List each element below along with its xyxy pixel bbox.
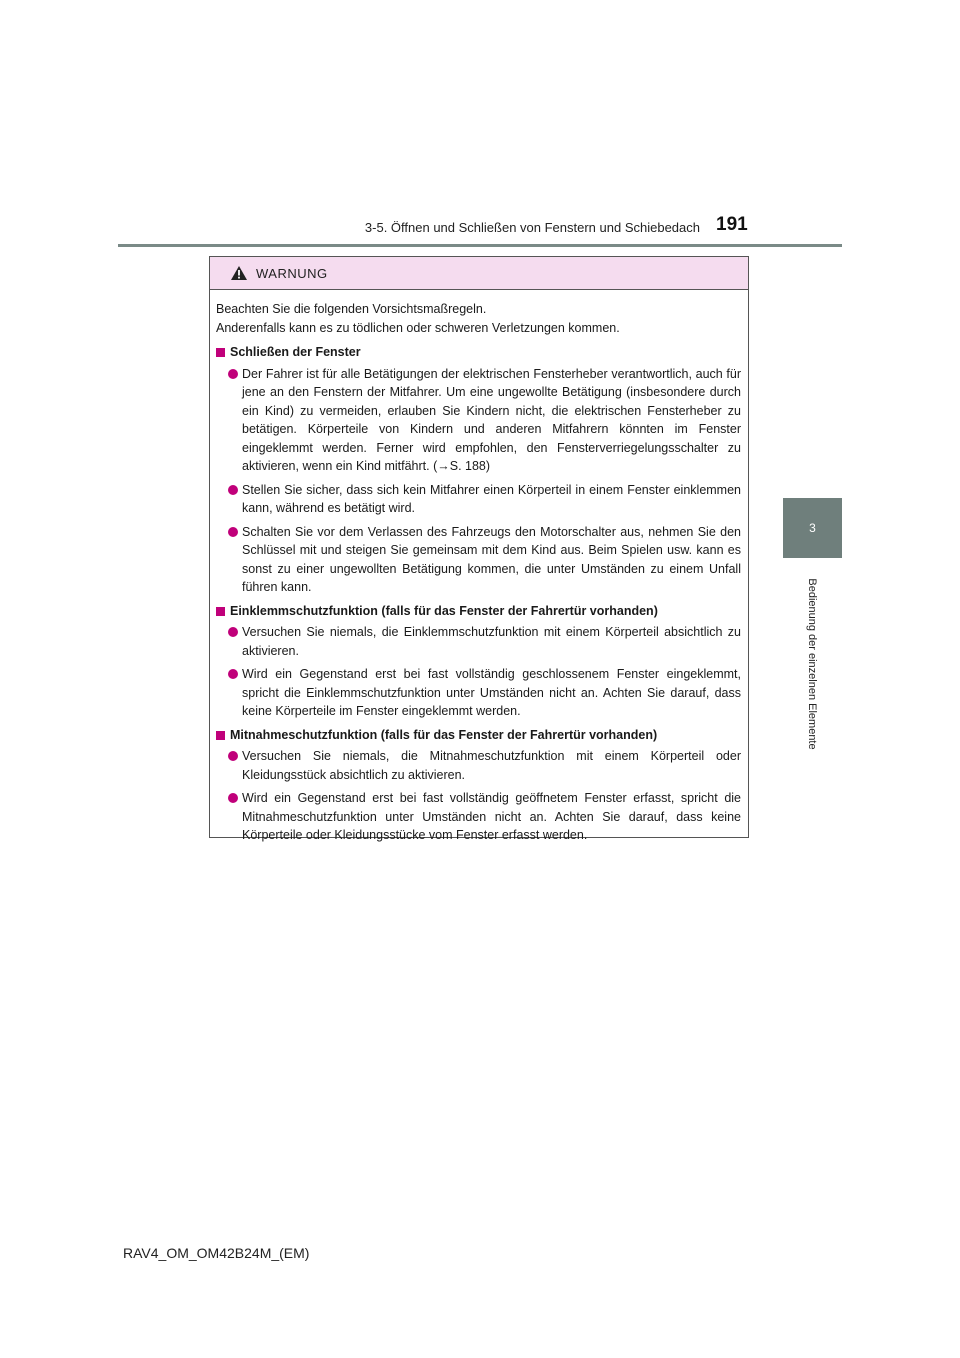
list-item-text: Wird ein Gegenstand erst bei fast vollständig geschlossenem Fenster eingeklemmt, spricht die Einklemmschutzfunktion unter Umständen nicht an. Achten Sie darauf, dass keine Körperteile im Fenster eingeklemmt werden. [242, 667, 741, 718]
section-heading-text: Mitnahmeschutzfunktion (falls für das Fenster der Fahrertür vorhanden) [230, 727, 658, 742]
document-code: RAV4_OM_OM42B24M_(EM) [123, 1245, 310, 1261]
section-heading [216, 602, 741, 621]
warning-triangle-icon [230, 265, 248, 281]
section-heading [216, 343, 741, 362]
list-item-text: Stellen Sie sicher, dass sich kein Mitfahrer einen Körperteil in einem Fenster einklemmen kann, während es betätigt wird. [242, 482, 741, 515]
circle-bullet-icon [228, 527, 238, 537]
square-bullet-icon [216, 607, 225, 616]
list-item [216, 789, 741, 845]
list-item [216, 623, 741, 660]
warning-box [209, 256, 749, 842]
list-item [216, 481, 741, 518]
circle-bullet-icon [228, 369, 238, 379]
chapter-number: 3 [809, 521, 816, 535]
list-item [216, 665, 741, 721]
section-heading-text: Schließen der Fenster [230, 345, 361, 359]
circle-bullet-icon [228, 793, 238, 803]
section-title: 3-5. Öffnen und Schließen von Fenstern und Schiebedach [364, 220, 700, 235]
list-item-text: Wird ein Gegenstand erst bei fast vollständig geöffnetem Fenster erfasst, spricht die Mitnahmeschutzfunktion unter Umständen nicht an. Achten Sie darauf, dass keine Körperteile oder Kleidungsstücke vom Fenster erfasst werden. [242, 791, 741, 842]
list-item-text: Versuchen Sie niemals, die Mitnahmeschutzfunktion mit einem Körperteil oder Kleidungsstück absichtlich zu aktivieren. [242, 749, 741, 782]
square-bullet-icon [216, 731, 225, 740]
section-heading [216, 726, 741, 745]
warning-title: WARNUNG [256, 265, 328, 281]
circle-bullet-icon [228, 485, 238, 495]
page-number: 191 [716, 214, 748, 235]
chapter-tab [783, 498, 842, 558]
circle-bullet-icon [228, 627, 238, 637]
header-divider [118, 244, 842, 247]
list-item [216, 523, 741, 597]
section-heading-text: Einklemmschutzfunktion (falls für das Fenster der Fahrertür vorhanden) [230, 603, 658, 618]
circle-bullet-icon [228, 751, 238, 761]
intro-line: Beachten Sie die folgenden Vorsichtsmaßregeln. [216, 302, 487, 316]
square-bullet-icon [216, 348, 225, 357]
intro-line: Anderenfalls kann es zu tödlichen oder schweren Verletzungen kommen. [216, 320, 620, 335]
warning-body [210, 290, 748, 845]
list-item-text: Versuchen Sie niemals, die Einklemmschutzfunktion mit einem Körperteil absichtlich zu aktivieren. [242, 625, 741, 658]
warning-intro [216, 300, 741, 337]
chapter-label: Bedienung der einzelnen Elemente [806, 578, 818, 750]
list-item-text: Der Fahrer ist für alle Betätigungen der elektrischen Fensterheber verantwortlich, auch für jene an den Fenstern der Mitfahrer. Um eine ungewollte Betätigung (insbesondere durch ein Kind) zu vermeiden, erlauben Sie Kindern nicht, die elektrischen Fensterheber zu betätigen. Körperteile von Kindern und anderen Mitfahrern könnten im Fenster eingeklemmt werden. Ferner wird empfohlen, den Fensterverriegelungsschalter zu aktivieren, wenn ein Kind mitfährt. (→S. 188) [242, 366, 741, 473]
list-item-text: Schalten Sie vor dem Verlassen des Fahrzeugs den Motorschalter aus, nehmen Sie den Schlüssel mit und steigen Sie gemeinsam mit dem Kind aus. Beim Spielen usw. kann es sonst zu einer ungewollten Betätigung kommen, die unter Umständen zu einem Unfall führen kann. [242, 524, 741, 594]
warning-header [210, 257, 748, 290]
list-item [216, 747, 741, 784]
list-item [216, 365, 741, 476]
circle-bullet-icon [228, 669, 238, 679]
